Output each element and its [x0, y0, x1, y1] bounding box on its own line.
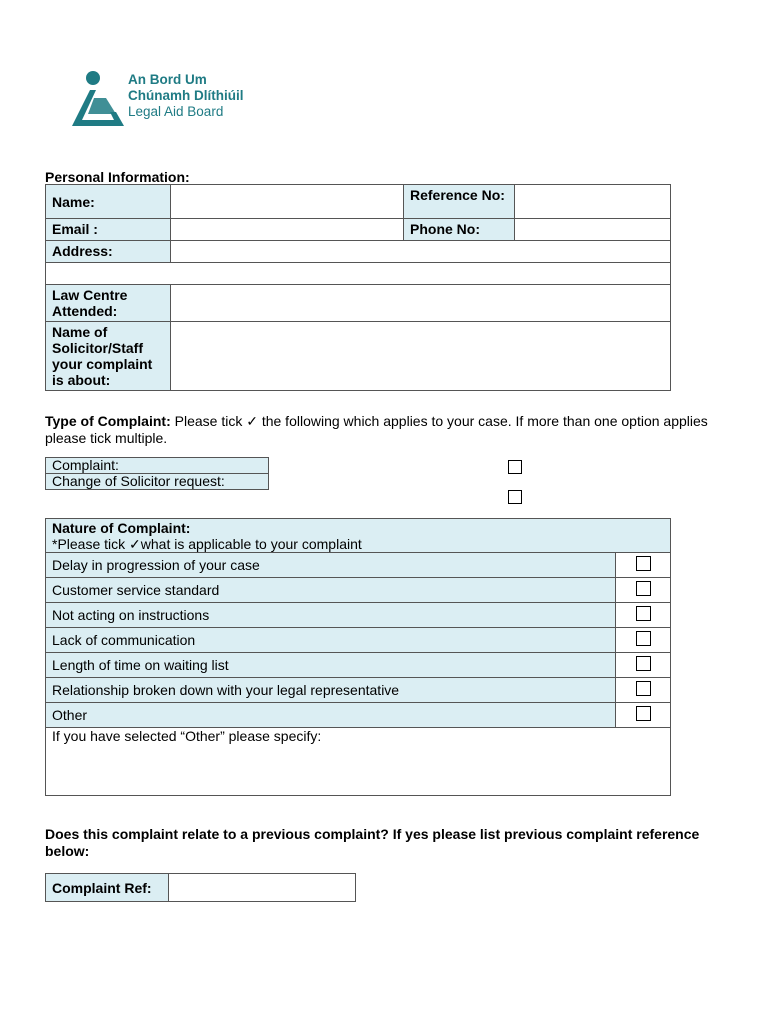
- solicitor-field[interactable]: [171, 322, 671, 391]
- logo-line-3: Legal Aid Board: [128, 104, 224, 119]
- name-label: Name:: [46, 185, 171, 219]
- type-of-complaint-heading: Type of Complaint:: [45, 413, 171, 429]
- personal-info-heading: Personal Information:: [45, 169, 190, 185]
- nature-checkbox[interactable]: [636, 581, 651, 596]
- logo-line-2: Chúnamh Dlíthiúil: [128, 88, 244, 103]
- logo-line-1: An Bord Um: [128, 72, 207, 87]
- nature-header: [46, 519, 671, 553]
- address-field-line-2[interactable]: [46, 263, 671, 285]
- nature-item: Customer service standard: [46, 578, 616, 603]
- address-field[interactable]: [171, 241, 671, 263]
- nature-checkbox-cell: [616, 653, 671, 678]
- reference-label: Reference No:: [404, 185, 515, 219]
- type-of-complaint-instruction: Please tick ✓ the following which applies to your case. If more than one option applies please tick multiple.: [45, 413, 708, 446]
- nature-checkbox-cell: [616, 678, 671, 703]
- logo: [66, 70, 128, 130]
- nature-item: Relationship broken down with your legal representative: [46, 678, 616, 703]
- reference-field[interactable]: [515, 185, 671, 219]
- complaint-option: Complaint:: [46, 458, 269, 474]
- nature-subheading: *Please tick ✓what is applicable to your complaint: [52, 536, 362, 552]
- nature-checkbox-cell: [616, 628, 671, 653]
- type-of-complaint-text: [45, 413, 735, 447]
- law-centre-field[interactable]: [171, 285, 671, 322]
- nature-checkbox[interactable]: [636, 556, 651, 571]
- complaint-ref-table: [45, 873, 356, 902]
- complaint-type-table: [45, 457, 269, 490]
- phone-label: Phone No:: [404, 219, 515, 241]
- other-specify-label: If you have selected “Other” please specify:: [52, 728, 322, 744]
- nature-heading: Nature of Complaint:: [52, 520, 191, 536]
- solicitor-label: Name of Solicitor/Staff your complaint is about:: [46, 322, 171, 391]
- nature-checkbox[interactable]: [636, 656, 651, 671]
- nature-checkbox-cell: [616, 703, 671, 728]
- nature-checkbox-cell: [616, 578, 671, 603]
- nature-table: [45, 518, 671, 796]
- phone-field[interactable]: [515, 219, 671, 241]
- nature-item: Not acting on instructions: [46, 603, 616, 628]
- personal-info-table: [45, 184, 671, 391]
- nature-item: Length of time on waiting list: [46, 653, 616, 678]
- email-label: Email :: [46, 219, 171, 241]
- nature-checkbox[interactable]: [636, 706, 651, 721]
- nature-item: Delay in progression of your case: [46, 553, 616, 578]
- nature-checkbox[interactable]: [636, 606, 651, 621]
- legal-aid-board-logo-icon: [66, 70, 128, 130]
- logo-text: [128, 72, 244, 120]
- change-solicitor-checkbox[interactable]: [508, 490, 522, 504]
- name-field[interactable]: [171, 185, 404, 219]
- nature-checkbox-cell: [616, 553, 671, 578]
- other-specify-field[interactable]: [46, 728, 671, 796]
- previous-complaint-question: Does this complaint relate to a previous complaint? If yes please list previous complaint reference below:: [45, 826, 700, 859]
- email-field[interactable]: [171, 219, 404, 241]
- change-solicitor-option: Change of Solicitor request:: [46, 474, 269, 490]
- nature-checkbox-cell: [616, 603, 671, 628]
- law-centre-label: Law Centre Attended:: [46, 285, 171, 322]
- complaint-checkbox[interactable]: [508, 460, 522, 474]
- complaint-ref-label: Complaint Ref:: [46, 874, 169, 902]
- complaint-ref-field[interactable]: [169, 874, 356, 902]
- nature-item: Lack of communication: [46, 628, 616, 653]
- nature-checkbox[interactable]: [636, 681, 651, 696]
- nature-item: Other: [46, 703, 616, 728]
- address-label: Address:: [46, 241, 171, 263]
- nature-checkbox[interactable]: [636, 631, 651, 646]
